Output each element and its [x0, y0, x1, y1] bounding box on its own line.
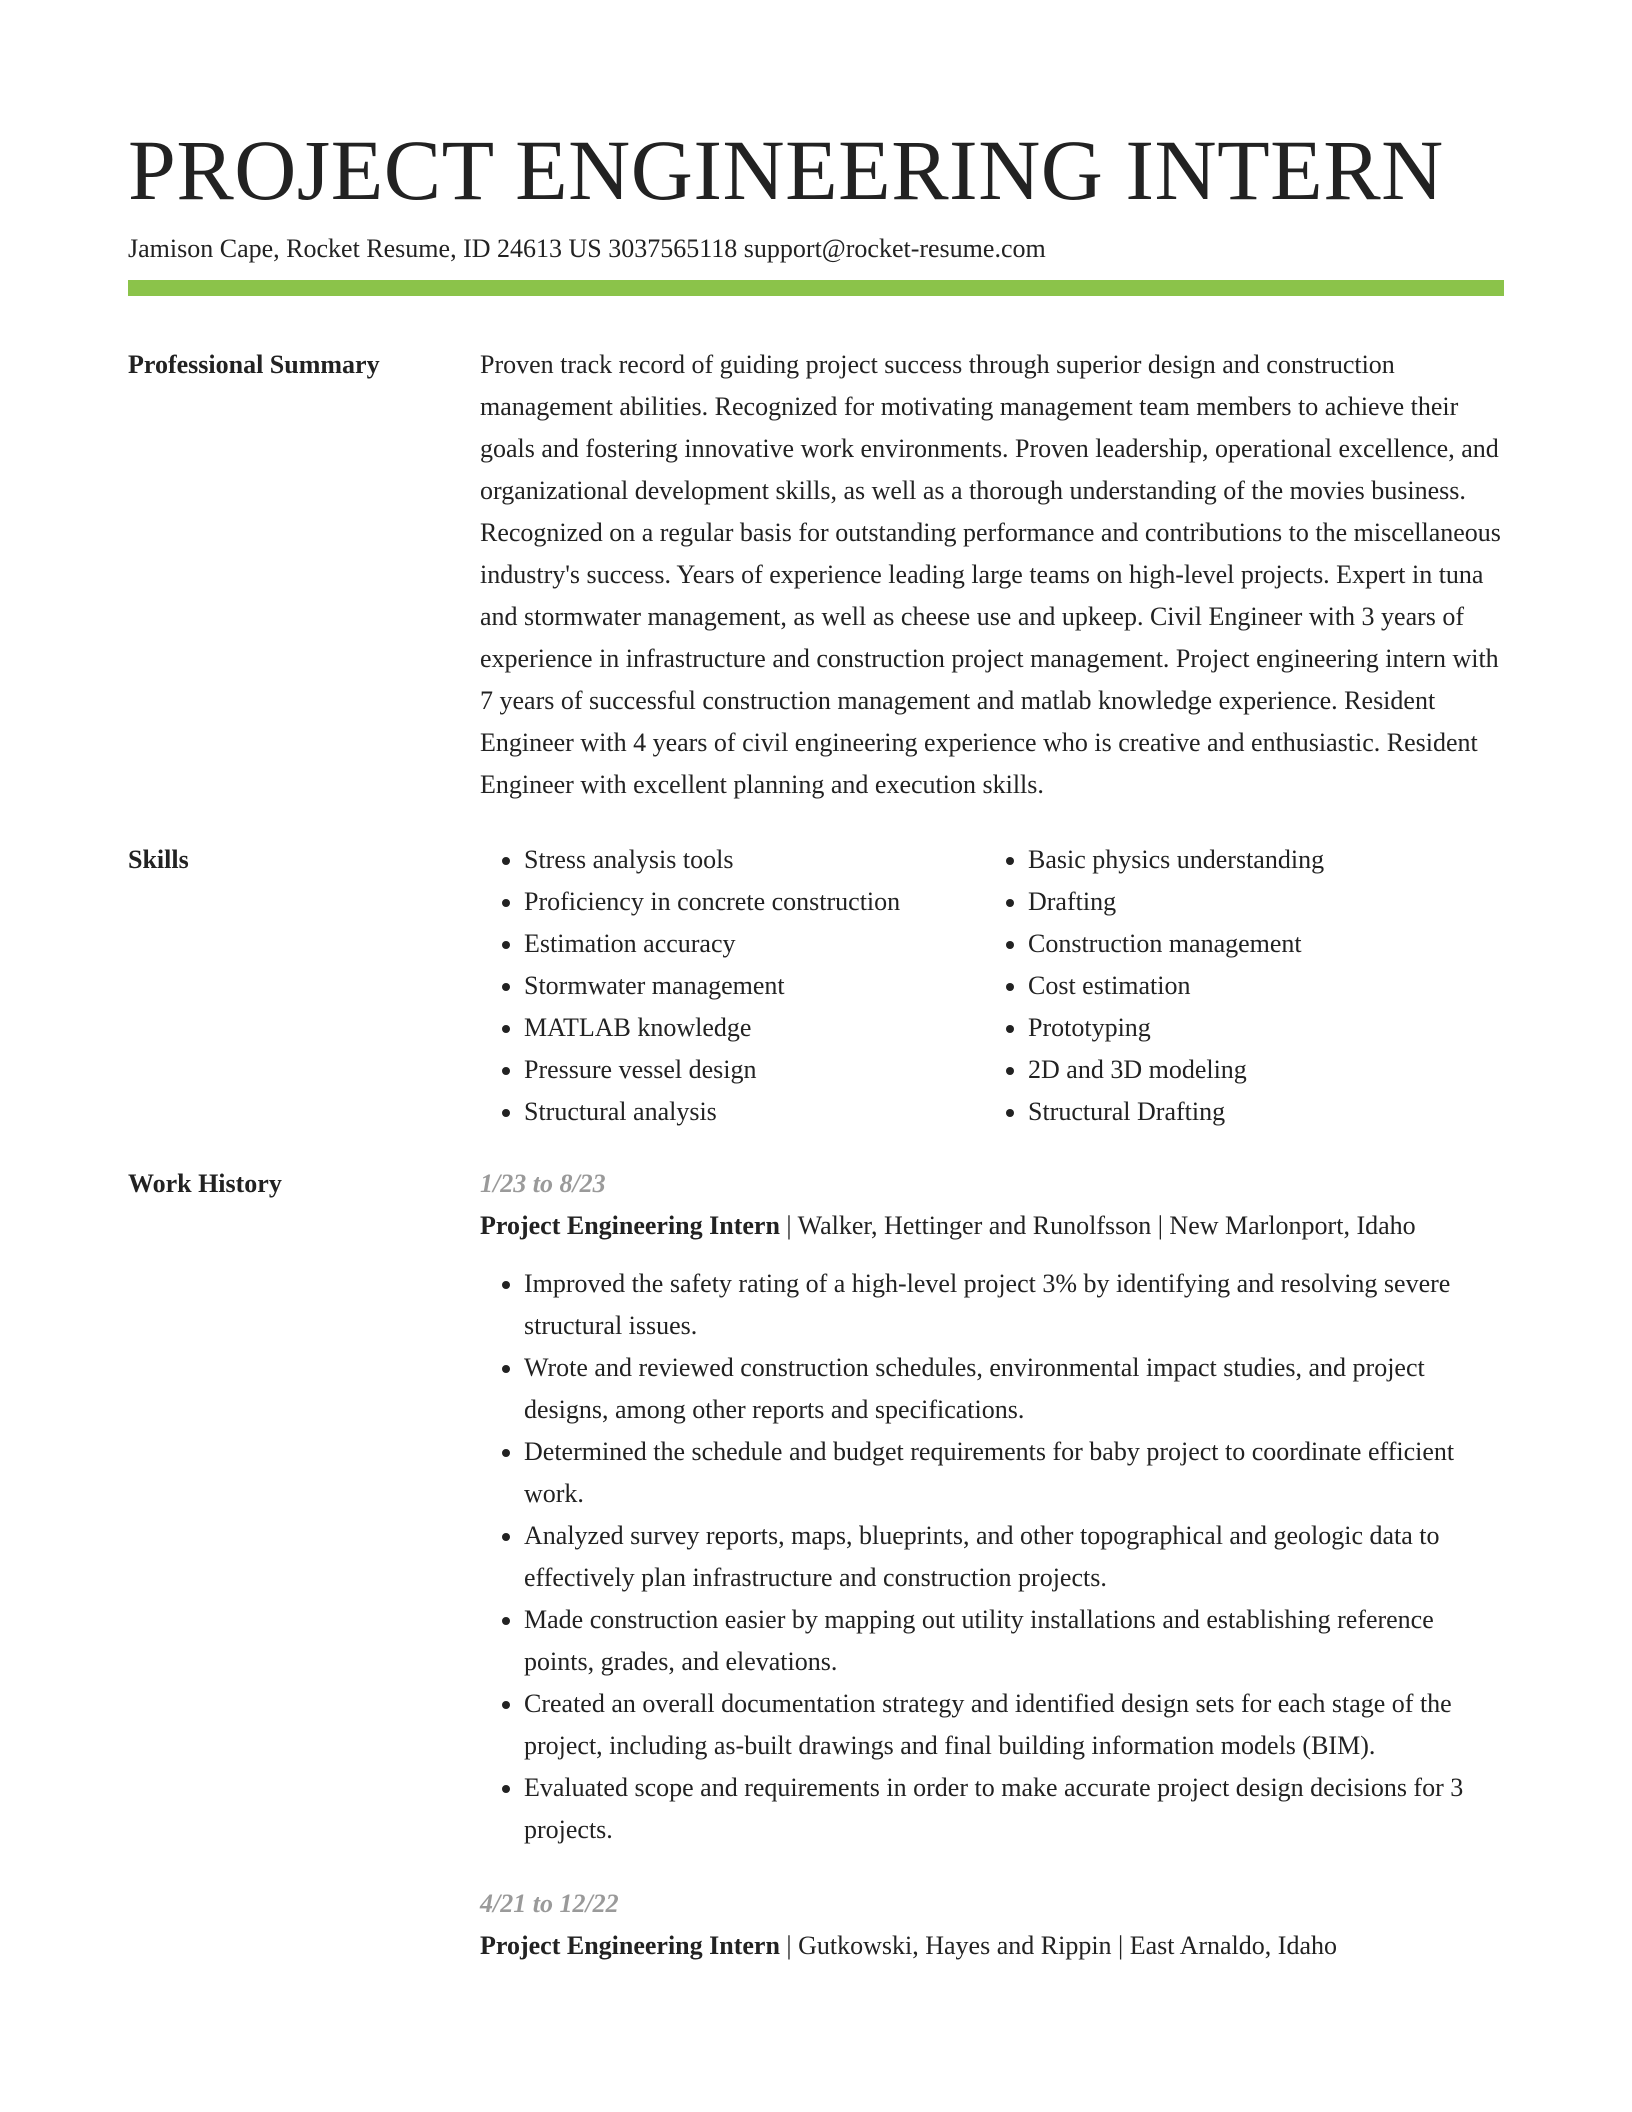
job-dates: 4/21 to 12/22 [480, 1889, 619, 1918]
job-company-location: | Walker, Hettinger and Runolfsson | New Marlonport, Idaho [779, 1211, 1416, 1240]
section-label-summary: Professional Summary [128, 350, 380, 379]
skill-item: • Proficiency in concrete construction [524, 881, 984, 923]
job-bullet: • Made construction easier by mapping out utility installations and establishing reference points, grades, and elevations. [524, 1599, 1504, 1683]
contact-location: Rocket Resume, ID 24613 US [286, 234, 602, 263]
contact-phone: 3037565118 [608, 234, 738, 263]
skill-item: • Structural Drafting [1028, 1091, 1488, 1133]
skills-section [128, 839, 1504, 1133]
summary-text: Proven track record of guiding project success through superior design and construction management abilities. Recognized for motivating management team members to achieve their goals and fostering innovative work environments. Proven leadership, operational excellence, and organizational development skills, as well as a thorough understanding of the movies business. Recognized on a regular basis for outstanding performance and contributions to the miscellaneous industry's success. Years of experience leading large teams on high-level projects. Expert in tuna and stormwater management, as well as cheese use and upkeep. Civil Engineer with 3 years of experience in infrastructure and construction project management. Project engineering intern with 7 years of successful construction management and matlab knowledge experience. Resident Engineer with 4 years of civil engineering experience who is creative and enthusiastic. Resident Engineer with excellent planning and execution skills. [480, 350, 1501, 799]
skill-item: • Stress analysis tools [524, 839, 984, 881]
skill-item: • Basic physics understanding [1028, 839, 1488, 881]
job-entry [480, 1163, 1504, 1851]
skill-item: • Drafting [1028, 881, 1488, 923]
contact-line [128, 232, 1504, 266]
job-title: Project Engineering Intern [480, 1931, 780, 1960]
contact-email: support@rocket-resume.com [743, 234, 1046, 263]
job-dates: 1/23 to 8/23 [480, 1169, 606, 1198]
resume-page [128, 120, 1504, 1967]
skill-item: • Prototyping [1028, 1007, 1488, 1049]
skills-columns [480, 839, 1504, 1133]
job-title: Project Engineering Intern [480, 1211, 780, 1240]
summary-body [480, 344, 1504, 806]
skills-body [480, 839, 1504, 1133]
job-bullets [480, 1263, 1504, 1851]
work-history-body [480, 1163, 1504, 1967]
accent-divider [128, 280, 1504, 296]
skill-item: • Pressure vessel design [524, 1049, 984, 1091]
job-entry [480, 1883, 1504, 1967]
skill-item: • Stormwater management [524, 965, 984, 1007]
job-bullet: • Created an overall documentation strategy and identified design sets for each stage of the project, including as-built drawings and final building information models (BIM). [524, 1683, 1504, 1767]
job-company-location: | Gutkowski, Hayes and Rippin | East Arnaldo, Idaho [779, 1931, 1337, 1960]
professional-summary-section [128, 344, 1504, 806]
section-label-skills: Skills [128, 845, 189, 874]
work-history-section [128, 1163, 1504, 1967]
job-bullet: • Determined the schedule and budget requirements for baby project to coordinate efficient work. [524, 1431, 1504, 1515]
job-bullet: • Evaluated scope and requirements in order to make accurate project design decisions for 3 projects. [524, 1767, 1504, 1851]
job-bullet: • Analyzed survey reports, maps, blueprints, and other topographical and geologic data to effectively plan infrastructure and construction projects. [524, 1515, 1504, 1599]
skill-item: • Cost estimation [1028, 965, 1488, 1007]
job-header [480, 1925, 1504, 1967]
skill-item: • Structural analysis [524, 1091, 984, 1133]
skills-list-right [984, 839, 1488, 1133]
skill-item: • MATLAB knowledge [524, 1007, 984, 1049]
contact-name: Jamison Cape, [128, 234, 280, 263]
job-bullet: • Wrote and reviewed construction schedules, environmental impact studies, and project designs, among other reports and specifications. [524, 1347, 1504, 1431]
resume-title: PROJECT ENGINEERING INTERN [128, 122, 1444, 218]
job-bullet: • Improved the safety rating of a high-level project 3% by identifying and resolving severe structural issues. [524, 1263, 1504, 1347]
skills-list-left [480, 839, 984, 1133]
skill-item: • 2D and 3D modeling [1028, 1049, 1488, 1091]
section-label-work-history: Work History [128, 1169, 282, 1198]
job-header [480, 1205, 1504, 1247]
skill-item: • Estimation accuracy [524, 923, 984, 965]
skill-item: • Construction management [1028, 923, 1488, 965]
